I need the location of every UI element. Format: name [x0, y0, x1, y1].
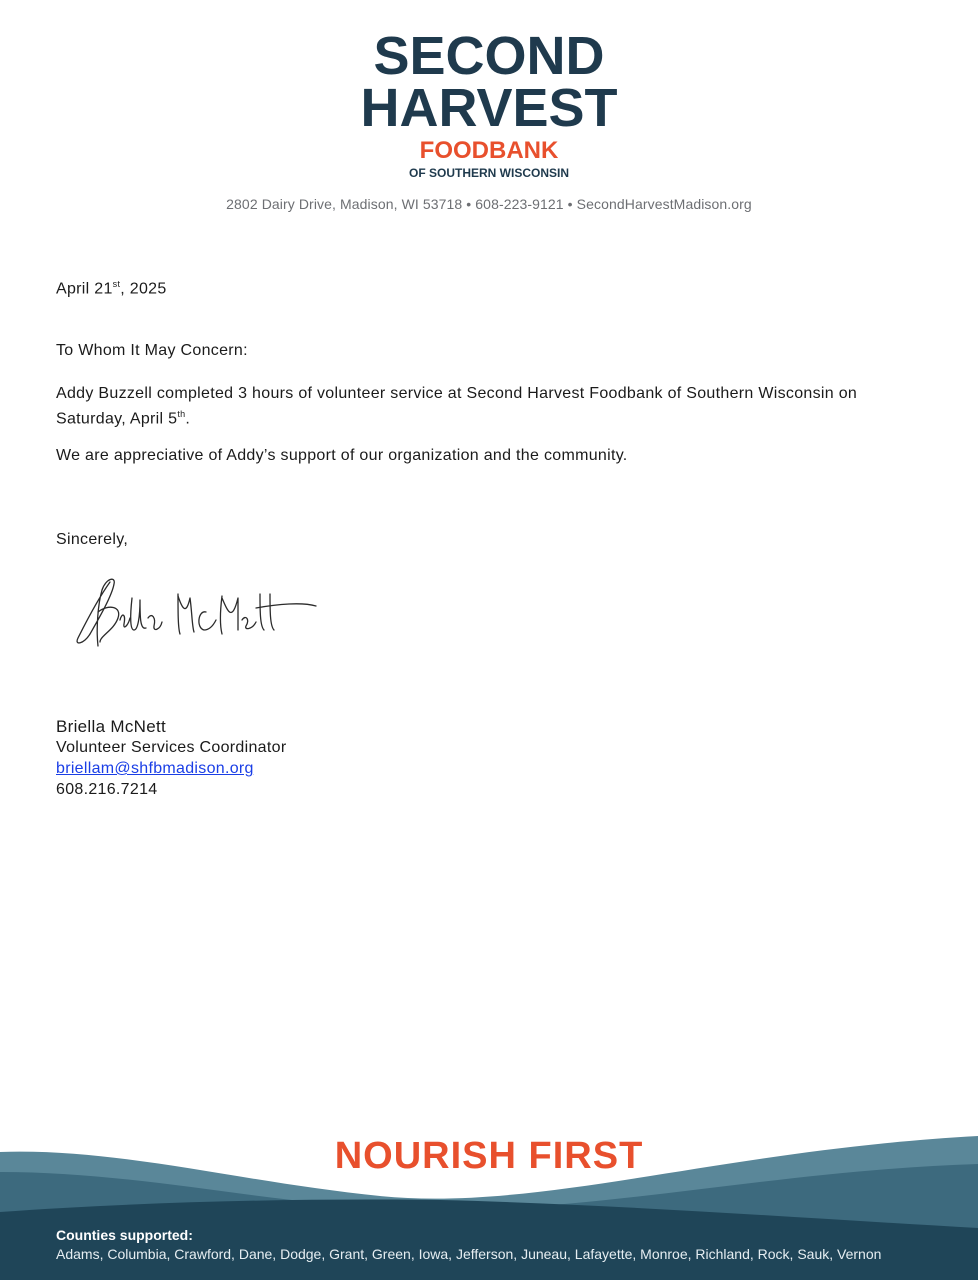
body-paragraph-2: We are appreciative of Addy’s support of our organization and the community. [56, 447, 628, 464]
logo-second-text: SECOND [373, 26, 605, 86]
body-paragraph-1: Addy Buzzell completed 3 hours of volunteer service at Second Harvest Foodbank of Southern Wisconsin on Saturday, April 5th. [56, 385, 858, 428]
second-harvest-logo [324, 24, 654, 184]
letterhead-address: 2802 Dairy Drive, Madison, WI 53718 • 608-223-9121 • SecondHarvestMadison.org [226, 196, 752, 212]
signer-name: Briella McNett [56, 717, 167, 736]
counties-list: Adams, Columbia, Crawford, Dane, Dodge, Grant, Green, Iowa, Jefferson, Juneau, Lafayette, Monroe, Richland, Rock, Sauk, Vernon [56, 1246, 882, 1262]
signer-email-link[interactable]: briellam@shfbmadison.org [56, 760, 254, 777]
salutation: To Whom It May Concern: [56, 342, 248, 359]
signer-phone: 608.216.7214 [56, 781, 158, 798]
logo [0, 24, 978, 184]
closing: Sincerely, [56, 531, 129, 548]
counties-label: Counties supported: [56, 1227, 193, 1243]
letter-date: April 21st, 2025 [56, 279, 167, 298]
signature-block [56, 716, 286, 800]
signer-title: Volunteer Services Coordinator [56, 739, 287, 756]
nourish-first-tagline: NOURISH FIRST [334, 1135, 644, 1177]
logo-southern-wisconsin-text: OF SOUTHERN WISCONSIN [408, 166, 570, 180]
logo-foodbank-text: FOODBANK [419, 137, 559, 164]
signature-text-hidden: Briella McNett [70, 568, 77, 569]
handwritten-signature [70, 568, 320, 656]
logo-harvest-text: HARVEST [360, 78, 618, 138]
